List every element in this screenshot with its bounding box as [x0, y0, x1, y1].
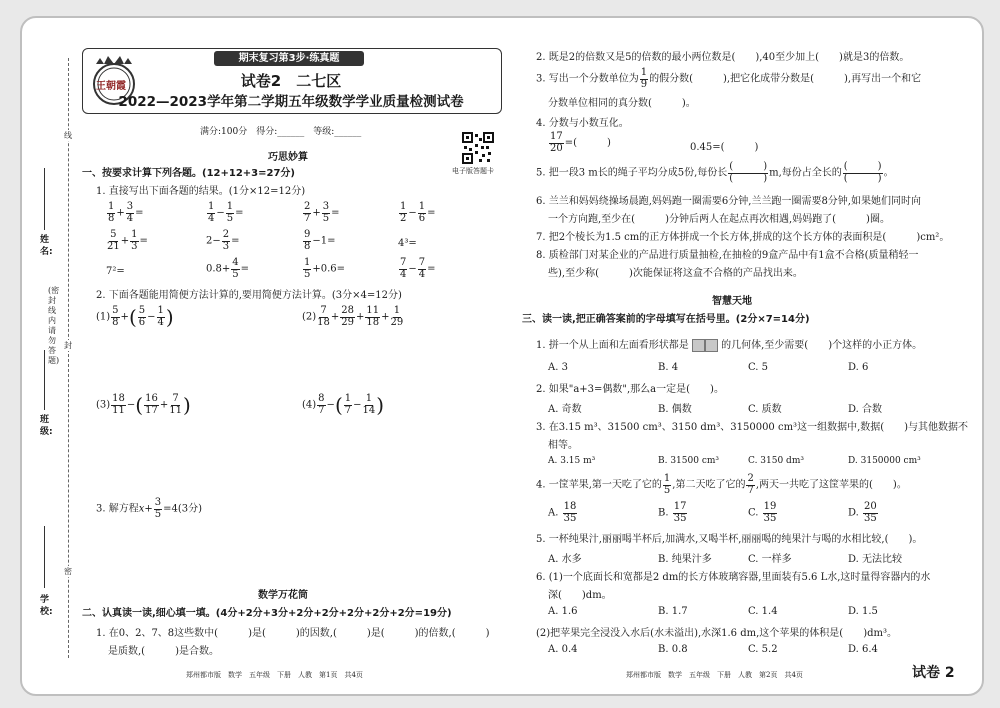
- choice-q1-text: 1. 拼一个从上面和左面看形状都是: [536, 340, 689, 351]
- choice-q4: 4. 一筐苹果,第一天吃了它的 $\frac{1}{5}$ ,第二天吃了它的 $\frac{2}{7}$ ,两天一共吃了这筐苹果的( )。: [536, 473, 907, 496]
- choice-q4-opt-c[interactable]: C. $\frac{19}{35}$: [748, 501, 777, 524]
- fill-q8-line2: 些),至少称( )次能保证将这盒不合格的产品找出来。: [548, 268, 803, 279]
- fill-q4b: 0.45=( ): [690, 142, 759, 153]
- choice-q1-text2: 的几何体,至少需要( )个这样的小正方体。: [721, 340, 923, 351]
- choice-q3-opt-c[interactable]: C. 3150 dm³: [748, 456, 804, 466]
- calc-12: $\frac{7}{4}$ − $\frac{7}{4}$ =: [400, 257, 436, 280]
- exam-subtitle: 2022—2023学年第二学期五年级数学学业质量检测试卷: [118, 94, 464, 110]
- two-square-figure: [692, 339, 718, 352]
- choice-q6b-opt-d[interactable]: D. 6.4: [848, 644, 878, 655]
- choice-q6a-opt-b[interactable]: B. 1.7: [658, 606, 688, 617]
- choice-q1: [536, 336, 922, 352]
- logo-text: 王朝霞: [96, 81, 126, 92]
- header-badge: 期末复习第3步·练真题: [214, 51, 364, 66]
- qr-code[interactable]: [462, 132, 494, 164]
- section1-heading: 一、按要求计算下列各题。(12+12+3=27分): [82, 168, 295, 179]
- fill-q7: 7. 把2个棱长为1.5 cm的正方体拼成一个长方体,拼成的这个长方体的表面积是( )cm²。: [536, 232, 950, 243]
- fill-q5: 5. 把一段3 m长的绳子平均分成5份,每份长 ( ) ( ) m,每份占全长的 ( ) ( ) 。: [536, 161, 894, 184]
- choice-q1-opt-a[interactable]: A. 3: [548, 362, 568, 373]
- binding-char-3: 密: [64, 567, 72, 576]
- choice-q2-opt-a[interactable]: A. 奇数: [548, 404, 582, 415]
- name-field[interactable]: [44, 168, 45, 230]
- choice-q1-opt-b[interactable]: B. 4: [658, 362, 679, 373]
- choice-q6b-opt-c[interactable]: C. 5.2: [748, 644, 778, 655]
- choice-q6b-opt-a[interactable]: A. 0.4: [548, 644, 578, 655]
- q2-instruction: 2. 下面各题能用简便方法计算的,要用简便方法计算。(3分×4=12分): [96, 290, 402, 301]
- calc-8: 4³=: [398, 238, 417, 249]
- binding-note: (密封线内请勿答题): [48, 286, 60, 365]
- choice-q4-opt-d[interactable]: D. $\frac{20}{35}$: [848, 501, 877, 524]
- calc-1: $\frac{1}{8}$ + $\frac{3}{4}$ =: [108, 201, 144, 224]
- fill-q3-line2: 分数单位相同的真分数( )。: [548, 98, 696, 109]
- section3-heading: 三、读一读,把正确答案前的字母填写在括号里。(2分×7=14分): [522, 314, 810, 325]
- section2-heading: 二、认真读一读,细心填一填。(4分+2分+3分+2分+2分+2分+2分+2分=19分): [82, 608, 452, 619]
- simplify-2: (2) $\frac{7}{18}$ + $\frac{28}{29}$ + $\frac{11}{18}$ + $\frac{1}{29}$: [302, 305, 404, 328]
- class-field[interactable]: [44, 350, 45, 410]
- fill-q1-line2: 是质数,( )是合数。: [108, 646, 219, 657]
- choice-q3-line1: 3. 在3.15 m³、31500 cm³、3150 dm³、3150000 cm³这一组数据中,数据( )与其他数据不: [536, 422, 969, 433]
- q1-instruction: 1. 直接写出下面各题的结果。(1分×12=12分): [96, 186, 306, 197]
- fill-q4a: $\frac{17}{20}$ =( ): [550, 131, 611, 154]
- choice-q3-line2: 相等。: [548, 440, 578, 451]
- calc-5: $\frac{5}{21}$ + $\frac{1}{3}$ =: [107, 229, 148, 252]
- simplify-4: (4) $\frac{8}{7}$ −( $\frac{1}{7}$ − $\frac{1}{14}$ ): [302, 393, 385, 417]
- choice-q6-line2: 深( )dm。: [548, 590, 612, 601]
- calc-11: $\frac{1}{5}$ +0.6=: [304, 257, 346, 280]
- qr-code-icon: [462, 132, 494, 164]
- choice-q1-opt-d[interactable]: D. 6: [848, 362, 869, 373]
- choice-q6-line1: 6. (1)一个底面长和宽都是2 dm的长方体玻璃容器,里面装有5.6 L水,这时量得容器内的水: [536, 572, 931, 583]
- choice-q5: 5. 一杯纯果汁,丽丽喝半杯后,加满水,又喝半杯,丽丽喝的纯果汁与喝的水相比较,( )。: [536, 534, 923, 545]
- choice-q2-opt-b[interactable]: B. 偶数: [658, 404, 692, 415]
- calc-2: $\frac{1}{4}$ − $\frac{1}{5}$ =: [208, 201, 244, 224]
- calc-9: 7²=: [106, 266, 125, 277]
- calc-6: 2− $\frac{2}{3}$ =: [206, 229, 240, 252]
- choice-q3-opt-b[interactable]: B. 31500 cm³: [658, 456, 720, 466]
- fill-q6-line1: 6. 兰兰和妈妈绕操场晨跑,妈妈跑一圈需要6分钟,兰兰跑一圈需要8分钟,如果她们同时向: [536, 196, 921, 207]
- section-title-kaleidoscope: 数学万花筒: [258, 590, 308, 601]
- fill-q3-line1: 3. 写出一个分数单位为 $\frac{1}{9}$ 的假分数( ),把它化成带分数是( ),再写出一个和它: [536, 67, 922, 90]
- choice-q3-opt-d[interactable]: D. 3150000 cm³: [848, 456, 921, 466]
- choice-q6a-opt-d[interactable]: D. 1.5: [848, 606, 878, 617]
- choice-q5-opt-c[interactable]: C. 一样多: [748, 554, 792, 565]
- choice-q5-opt-a[interactable]: A. 水多: [548, 554, 582, 565]
- exam-title: 试卷2 二七区: [240, 72, 342, 90]
- school-field[interactable]: [44, 526, 45, 588]
- binding-char-2: 封: [64, 341, 72, 350]
- class-field-label: 班级:: [40, 415, 53, 437]
- simplify-1: (1) $\frac{5}{8}$ +( $\frac{5}{6}$ − $\frac{1}{4}$ ): [96, 305, 174, 329]
- choice-q1-opt-c[interactable]: C. 5: [748, 362, 769, 373]
- fill-q4: 4. 分数与小数互化。: [536, 118, 629, 129]
- exam-sheet: [20, 16, 984, 696]
- section-title-skillful: 巧思妙算: [268, 152, 308, 163]
- fill-q2: 2. 既是2的倍数又是5的倍数的最小两位数是( ),40至少加上( )就是3的倍数。: [536, 52, 910, 63]
- page-tag: 试卷 2: [912, 665, 955, 681]
- page2-footer: 郑州都市版 数学 五年级 下册 人教 第2页 共4页: [626, 671, 803, 679]
- name-field-label: 姓名:: [40, 235, 53, 257]
- fill-q6-line2: 一个方向跑,至少在( )分钟后两人在起点再次相遇,妈妈跑了( )圈。: [548, 214, 890, 225]
- choice-q5-opt-d[interactable]: D. 无法比较: [848, 554, 903, 565]
- page1-footer: 郑州都市版 数学 五年级 下册 人教 第1页 共4页: [186, 671, 363, 679]
- choice-q4-opt-a[interactable]: A. $\frac{18}{35}$: [548, 501, 577, 524]
- fill-q8-line1: 8. 质检部门对某企业的产品进行质量抽检,在抽检的9盒产品中有1盒不合格(质量稍轻一: [536, 250, 919, 261]
- binding-char-1: 线: [64, 131, 72, 140]
- simplify-3: (3) $\frac{18}{11}$ −( $\frac{16}{17}$ + $\frac{7}{11}$ ): [96, 393, 191, 417]
- choice-q6b: (2)把苹果完全浸没入水后(水未溢出),水深1.6 dm,这个苹果的体积是( )dm³。: [536, 628, 897, 639]
- choice-q4-opt-b[interactable]: B. $\frac{17}{35}$: [658, 501, 687, 524]
- qr-label: 电子版答题卡: [452, 167, 494, 175]
- calc-4: $\frac{1}{2}$ − $\frac{1}{6}$ =: [400, 201, 436, 224]
- calc-3: $\frac{2}{7}$ + $\frac{3}{5}$ =: [304, 201, 340, 224]
- score-meta: 满分:100分 得分:______ 等级:______: [200, 127, 362, 137]
- section-title-wisdom: 智慧天地: [712, 296, 752, 307]
- q3-equation: 3. 解方程x+ $\frac{3}{5}$ =4(3分): [96, 497, 203, 520]
- choice-q2: 2. 如果"a+3=偶数",那么a一定是( )。: [536, 384, 724, 395]
- choice-q5-opt-b[interactable]: B. 纯果汁多: [658, 554, 712, 565]
- school-field-label: 学校:: [40, 595, 53, 617]
- choice-q2-opt-c[interactable]: C. 质数: [748, 404, 782, 415]
- calc-7: $\frac{9}{8}$ −1=: [304, 229, 336, 252]
- choice-q6a-opt-c[interactable]: C. 1.4: [748, 606, 778, 617]
- choice-q2-opt-d[interactable]: D. 合数: [848, 404, 883, 415]
- calc-10: 0.8+ $\frac{4}{5}$ =: [206, 257, 250, 280]
- choice-q6b-opt-b[interactable]: B. 0.8: [658, 644, 688, 655]
- choice-q6a-opt-a[interactable]: A. 1.6: [548, 606, 578, 617]
- choice-q3-opt-a[interactable]: A. 3.15 m³: [548, 456, 596, 466]
- fill-q1-line1: 1. 在0、2、7、8这些数中( )是( )的因数,( )是( )的倍数,( ): [96, 628, 490, 639]
